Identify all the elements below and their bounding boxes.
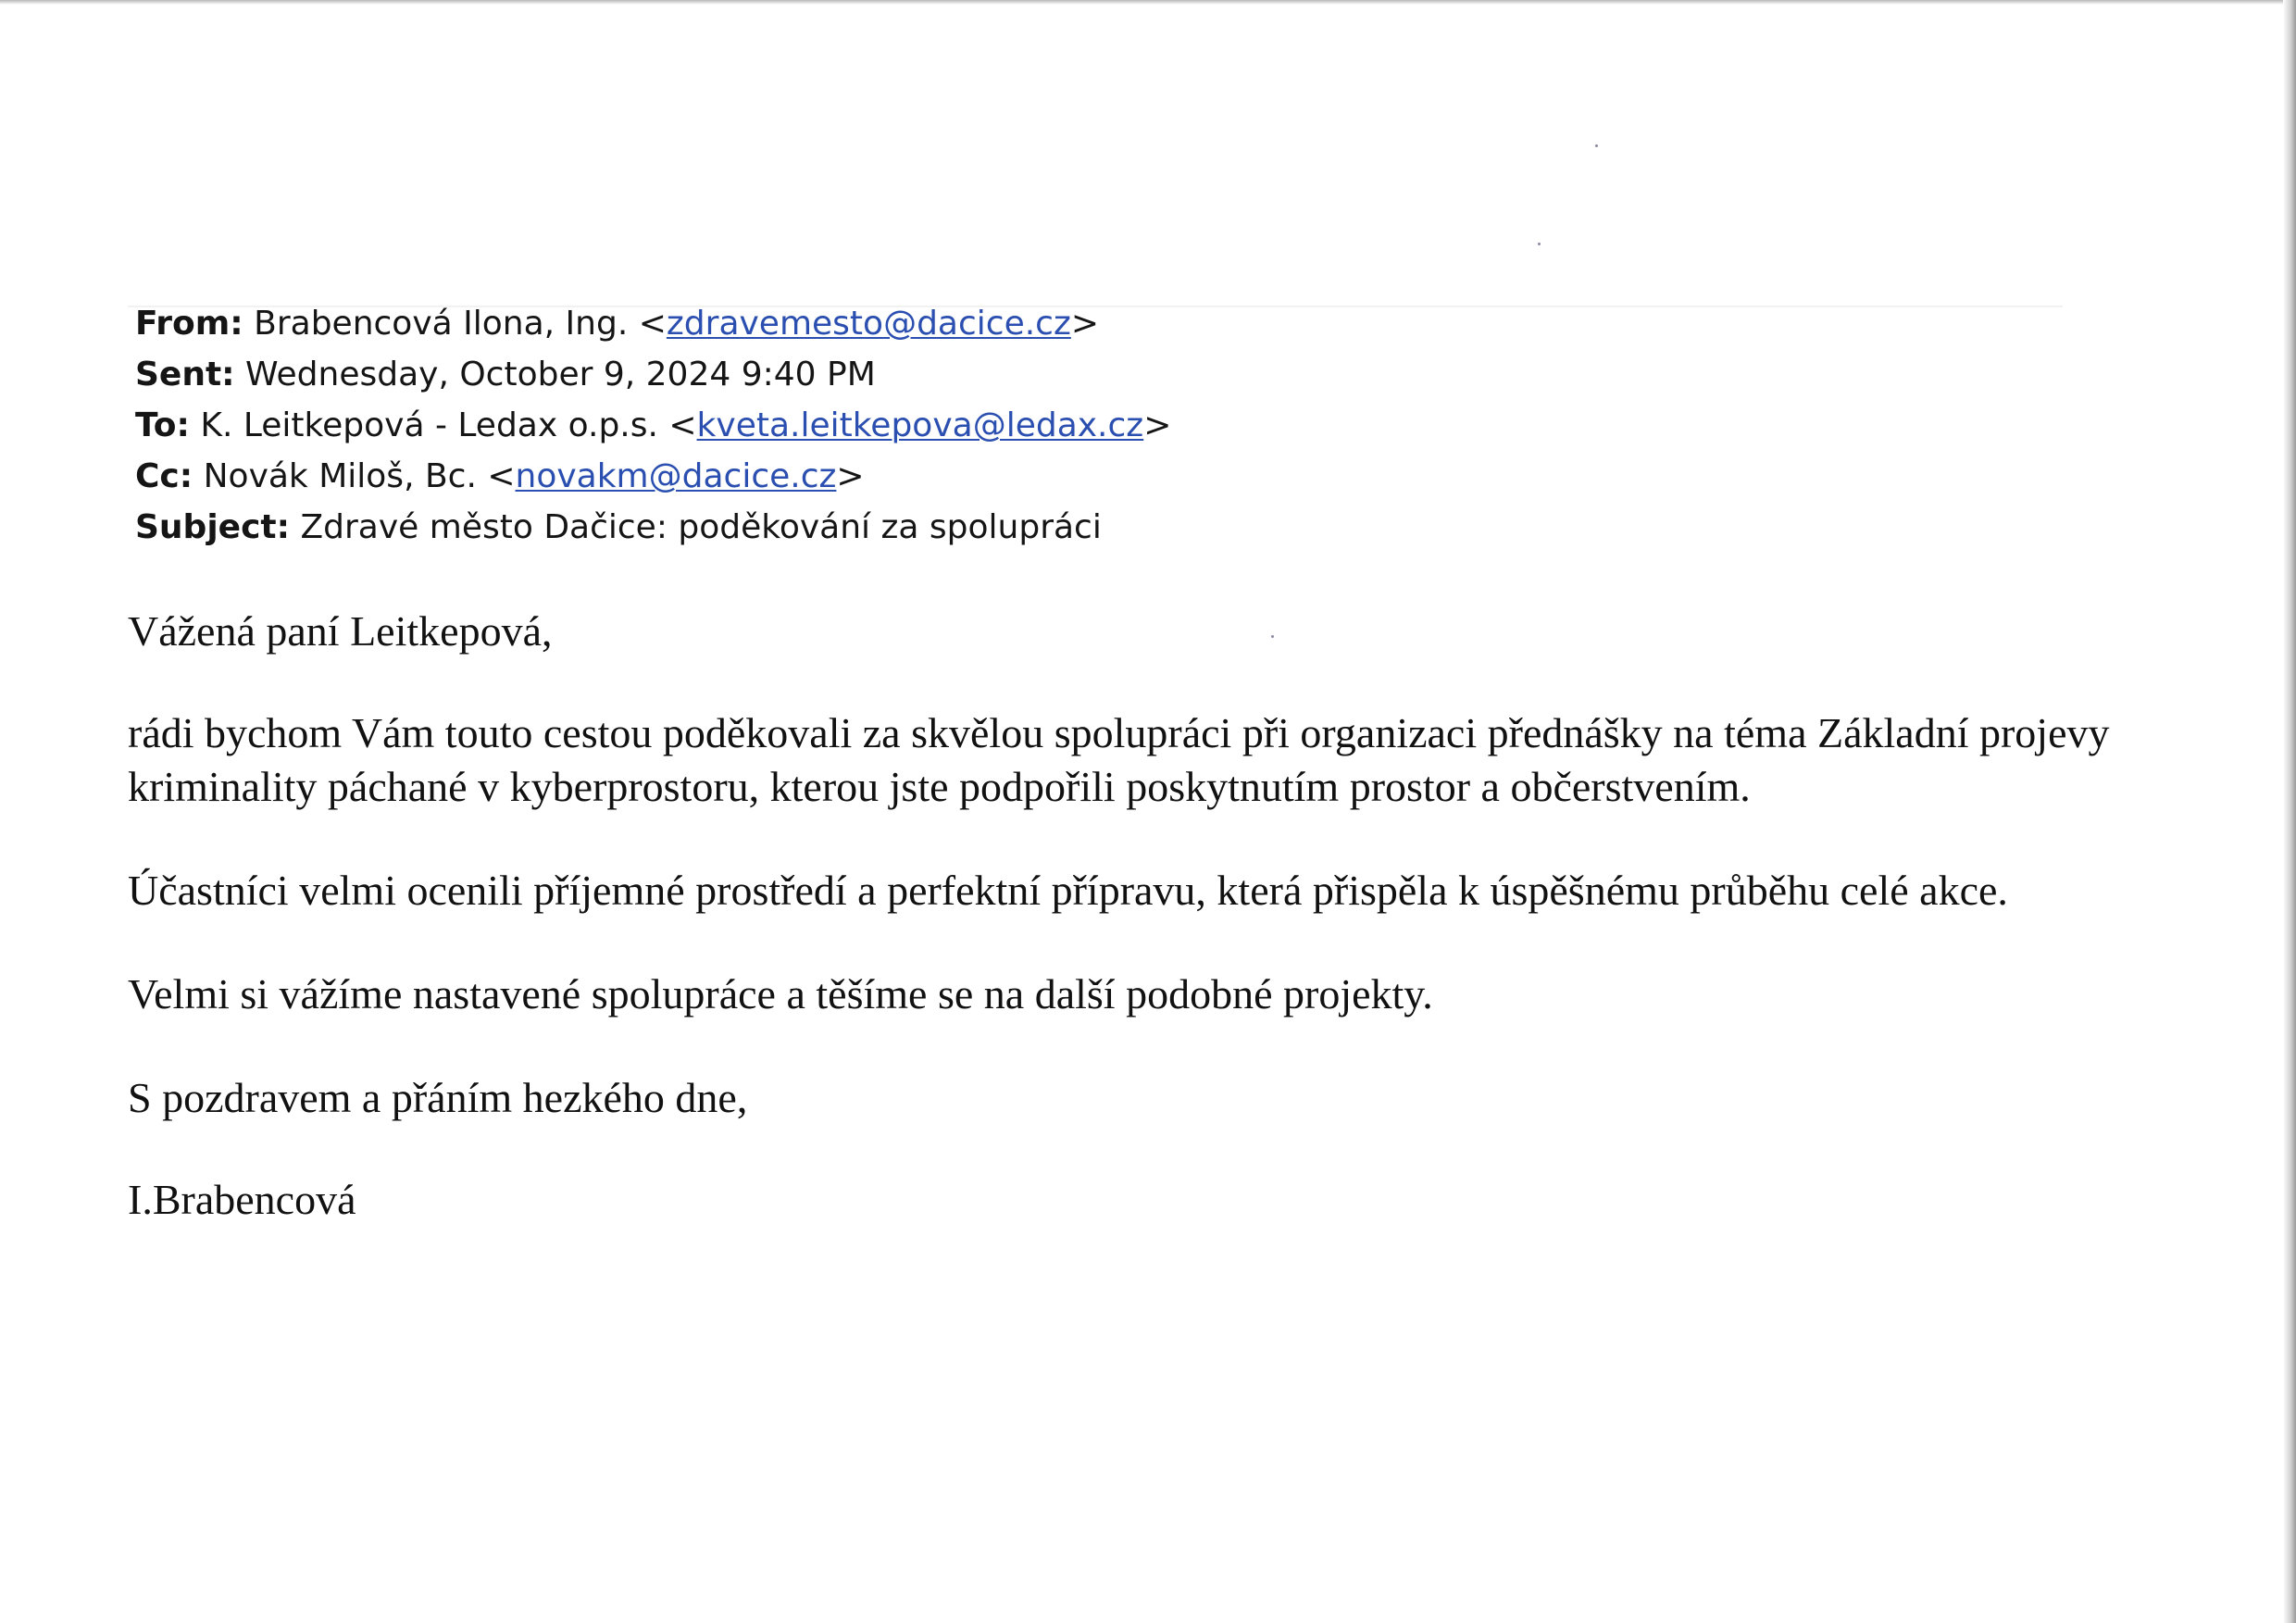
subject-value: Zdravé město Dačice: poděkování za spolupráci	[300, 508, 1102, 546]
sent-value: Wednesday, October 9, 2024 9:40 PM	[245, 356, 876, 393]
body-paragraph: Velmi si vážíme nastavené spolupráce a těšíme se na další podobné projekty.	[128, 970, 1433, 1017]
cc-label: Cc:	[135, 457, 193, 495]
from-name: Brabencová Ilona, Ing. <	[254, 305, 667, 343]
to-suffix: >	[1143, 406, 1172, 444]
body-paragraph: Účastníci velmi ocenili příjemné prostředí a perfektní přípravu, která přispěla k úspěšnému průběhu celé akce.	[128, 867, 2008, 914]
cc-name: Novák Miloš, Bc. <	[203, 457, 516, 495]
from-label: From:	[135, 305, 243, 343]
closing: S pozdravem a přáním hezkého dne,	[128, 1074, 748, 1121]
cc-line	[135, 451, 1171, 502]
to-label: To:	[135, 406, 190, 444]
to-line	[135, 400, 1171, 451]
cc-suffix: >	[836, 457, 865, 495]
from-email-link[interactable]: zdravemesto@dacice.cz	[666, 305, 1071, 343]
from-line	[135, 298, 1171, 349]
sent-label: Sent:	[135, 356, 235, 393]
scan-speck	[1595, 144, 1598, 147]
subject-label: Subject:	[135, 508, 291, 546]
scan-top-edge	[0, 0, 2296, 5]
email-body	[128, 605, 2155, 1227]
body-paragraph: rádi bychom Vám touto cestou poděkovali za skvělou spolupráci při organizaci přednášky na téma Základní projevy kriminality páchané v kyberprostoru, kterou jste podpořili poskytnutím prostor a občerstvením.	[128, 709, 2110, 810]
to-name: K. Leitkepová - Ledax o.p.s. <	[200, 406, 697, 444]
subject-line	[135, 502, 1171, 553]
to-email-link[interactable]: kveta.leitkepova@ledax.cz	[696, 406, 1144, 444]
signature: I.Brabencová	[128, 1176, 356, 1223]
sent-line	[135, 349, 1171, 400]
from-suffix: >	[1070, 305, 1100, 343]
email-headers	[135, 298, 1171, 553]
scan-speck	[1538, 243, 1541, 245]
cc-email-link[interactable]: novakm@dacice.cz	[515, 457, 837, 495]
scan-right-edge	[2283, 0, 2296, 1623]
greeting: Vážená paní Leitkepová,	[128, 607, 553, 655]
